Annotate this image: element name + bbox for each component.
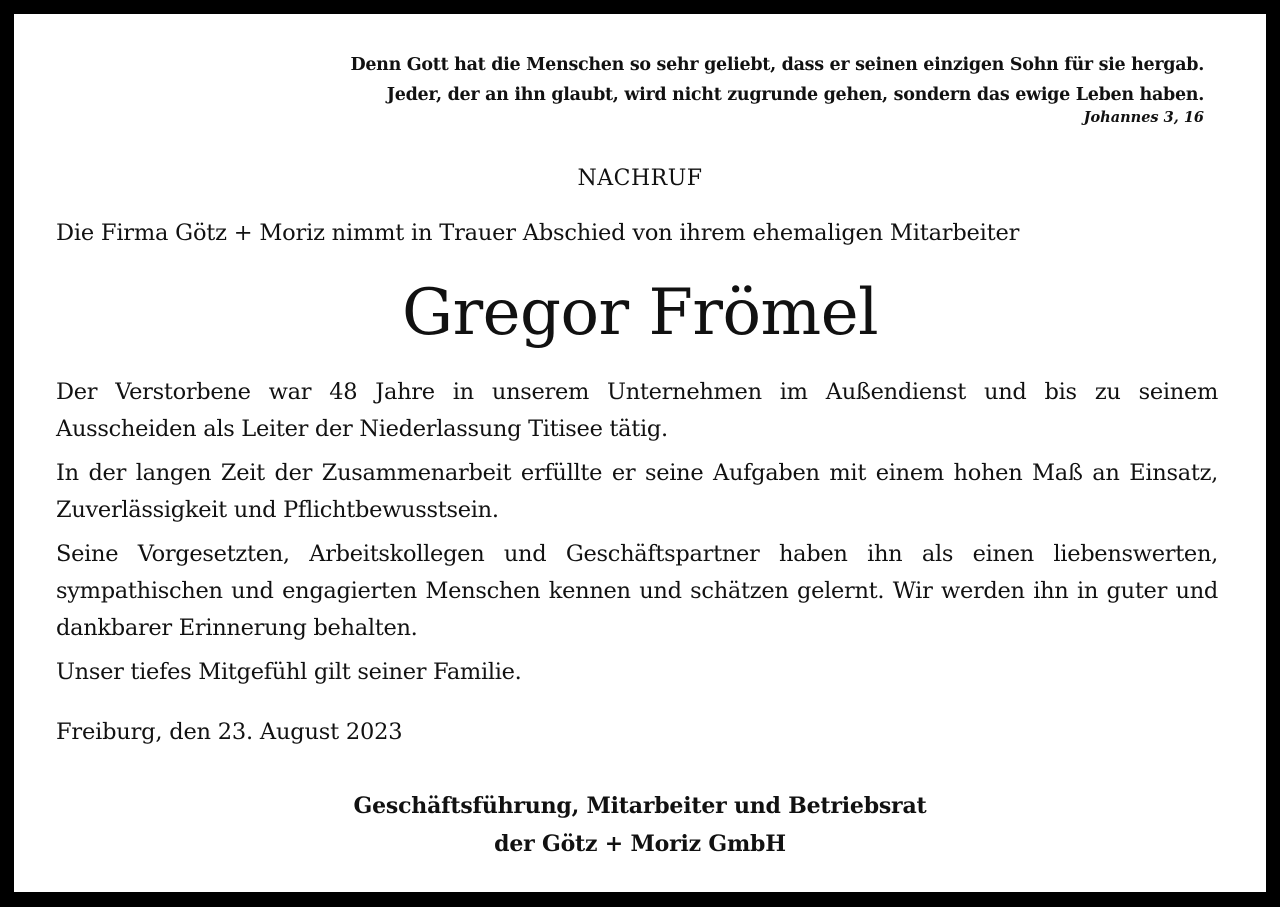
deceased-name: Gregor Frömel (401, 276, 879, 350)
verse-reference: Johannes 3, 16 (1083, 109, 1204, 126)
paragraph: Der Verstorbene war 48 Jahre in unserem Unternehmen im Außendienst und bis zu seinem Ausscheiden als Leiter der Niederlassung Titisee tätig. (56, 379, 1218, 442)
verse-line-2: Jeder, der an ihn glaubt, wird nicht zugrunde gehen, sondern das ewige Leben haben. (386, 85, 1204, 105)
paragraph: Seine Vorgesetzten, Arbeitskollegen und Geschäftspartner haben ihn als einen liebenswerten, sympathischen und engagierten Menschen kennen und schätzen gelernt. Wir werden ihn in guter und dankbarer Erinnerung behalten. (56, 541, 1218, 641)
verse-line-1: Denn Gott hat die Menschen so sehr geliebt, dass er seinen einzigen Sohn für sie hergab. (350, 55, 1204, 75)
obituary-notice (14, 14, 1266, 892)
signature-block (14, 787, 1266, 863)
paragraph: Unser tiefes Mitgefühl gilt seiner Familie. (56, 659, 522, 685)
intro-text: Die Firma Götz + Moriz nimmt in Trauer Abschied von ihrem ehemaligen Mitarbeiter (56, 220, 1020, 246)
place-date: Freiburg, den 23. August 2023 (56, 719, 403, 745)
bible-verse (350, 50, 1204, 110)
paragraph: In der langen Zeit der Zusammenarbeit erfüllte er seine Aufgaben mit einem hohen Maß an Einsatz, Zuverlässigkeit und Pflichtbewusstsein. (56, 460, 1218, 523)
signature-line-2: der Götz + Moriz GmbH (494, 831, 786, 857)
notice-heading: NACHRUF (577, 166, 703, 191)
body-text (56, 374, 1218, 698)
signature-line-1: Geschäftsführung, Mitarbeiter und Betriebsrat (353, 793, 927, 819)
